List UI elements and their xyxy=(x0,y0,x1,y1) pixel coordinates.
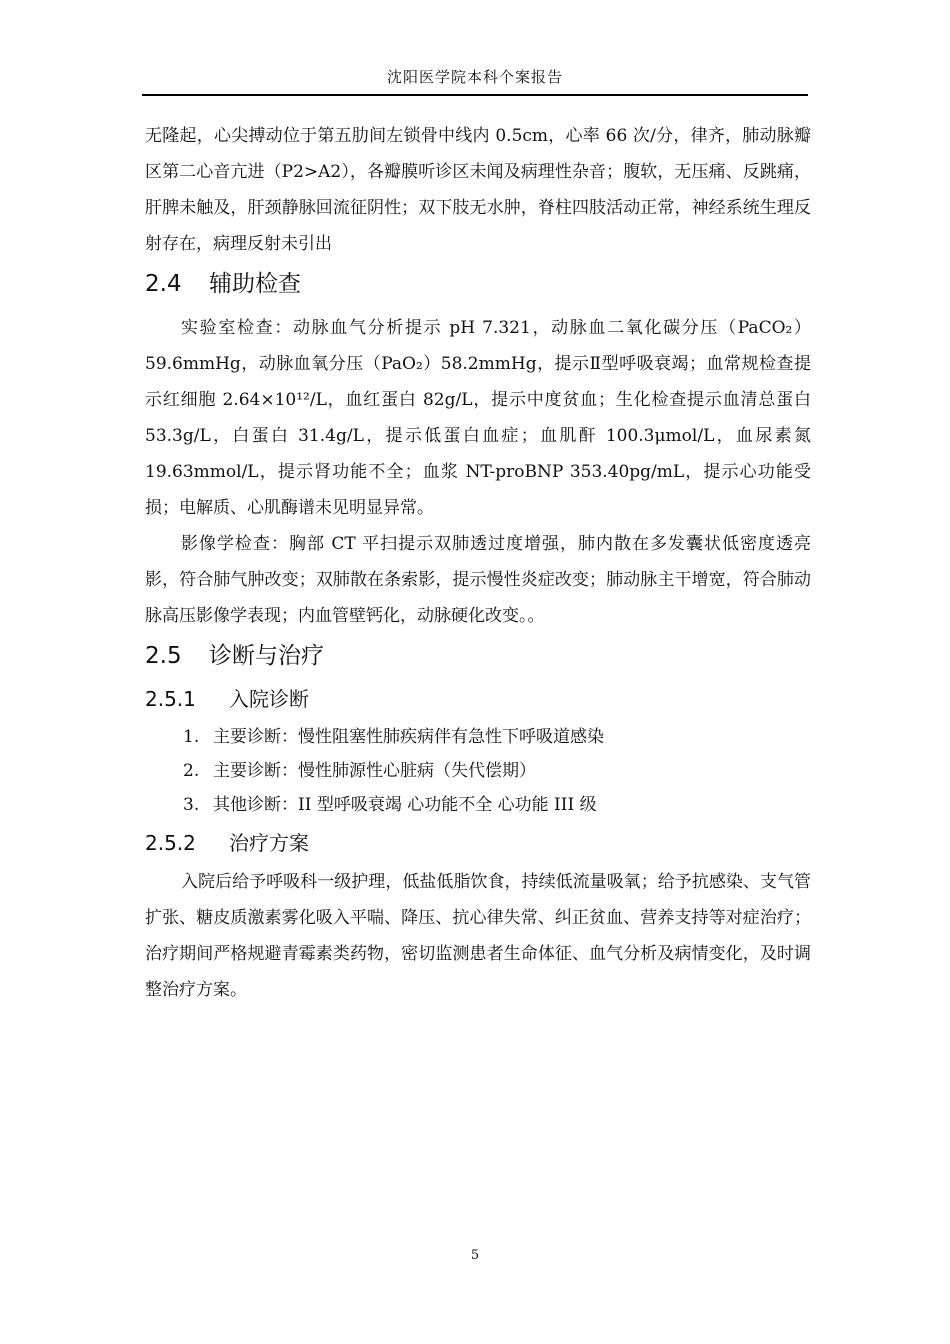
list-number: 1. xyxy=(183,727,200,747)
subsection-title: 治疗方案 xyxy=(229,831,309,855)
subsection-number: 2.5.1 xyxy=(145,687,196,711)
section-title: 诊断与治疗 xyxy=(209,643,324,669)
list-item xyxy=(145,754,811,788)
subsection-heading-2-5-2 xyxy=(145,822,811,864)
list-text: 主要诊断：慢性肺源性心脏病（失代偿期） xyxy=(213,761,536,781)
section-title: 辅助检查 xyxy=(209,271,301,297)
section-heading-2-5 xyxy=(145,634,811,678)
section-number: 2.4 xyxy=(145,271,182,297)
exam-continuation-paragraph: 无隆起，心尖搏动位于第五肋间左锁骨中线内 0.5cm，心率 66 次/分，律齐，肺动脉瓣区第二心音亢进（P2>A2），各瓣膜听诊区未闻及病理性杂音；腹软，无压痛、反跳痛， 肝脾未触及，肝颈静脉回流征阴性；双下肢无水肿，脊柱四肢活动正常，神经系统生理反射存在，病理反射未引出 xyxy=(145,126,811,254)
section-heading-2-4 xyxy=(145,262,811,306)
page-number: 5 xyxy=(470,1248,480,1263)
list-text: 其他诊断：II 型呼吸衰竭 心功能不全 心功能 III 级 xyxy=(213,795,597,815)
lab-exam-paragraph: 实验室检查：动脉血气分析提示 pH 7.321，动脉血二氧化碳分压（PaCO₂）59.6mmHg，动脉血氧分压（PaO₂）58.2mmHg，提示Ⅱ型呼吸衰竭；血常规检查提示红细胞 2.64×10¹²/L，血红蛋白 82g/L，提示中度贫血；生化检查提示血清总蛋白 53.3g/L，白蛋白 31.4g/L，提示低蛋白血症；血肌酐 100.3μmol/L，血尿素氮 19.63mmol/L，提示肾功能不全；血浆 NT-proBNP 353.40pg/mL，提示心功能受损；电解质、心肌酶谱未见明显异常。 xyxy=(145,318,811,518)
page-header: 沈阳医学院本科个案报告 xyxy=(386,68,563,86)
list-number: 3. xyxy=(183,795,200,815)
subsection-number: 2.5.2 xyxy=(145,831,196,855)
imaging-exam-paragraph: 影像学检查：胸部 CT 平扫提示双肺透过度增强，肺内散在多发囊状低密度透亮影，符合肺气肿改变；双肺散在条索影，提示慢性炎症改变；肺动脉主干增宽，符合肺动脉高压影像学表现；内血管壁钙化，动脉硬化改变。。 xyxy=(145,534,811,626)
subsection-title: 入院诊断 xyxy=(229,687,309,711)
subsection-heading-2-5-1 xyxy=(145,678,811,720)
section-number: 2.5 xyxy=(145,643,182,669)
page-body xyxy=(145,118,811,1008)
list-text: 主要诊断：慢性阻塞性肺疾病伴有急性下呼吸道感染 xyxy=(213,727,604,747)
list-item xyxy=(145,720,811,754)
diagnosis-list xyxy=(145,720,811,822)
list-item xyxy=(145,788,811,822)
treatment-paragraph: 入院后给予呼吸科一级护理，低盐低脂饮食，持续低流量吸氧；给予抗感染、支气管扩张、糖皮质激素雾化吸入平喘、降压、抗心律失常、纠正贫血、营养支持等对症治疗；治疗期间严格规避青霉素类药物，密切监测患者生命体征、血气分析及病情变化，及时调整治疗方案。 xyxy=(145,872,811,1000)
list-number: 2. xyxy=(183,761,200,781)
header-rule xyxy=(142,94,808,96)
